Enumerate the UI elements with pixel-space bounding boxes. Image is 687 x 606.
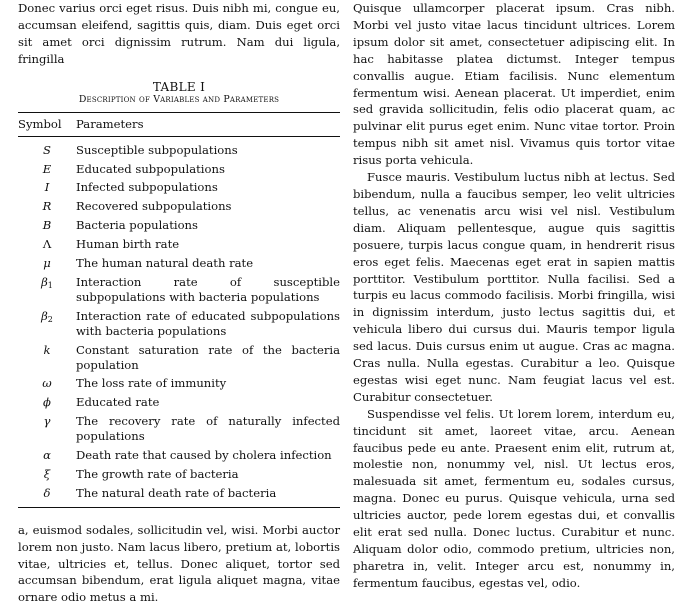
- table-number: TABLE I: [152, 79, 206, 94]
- table-row: [18, 465, 340, 484]
- symbol-text: S: [43, 142, 51, 157]
- symbol-text: μ: [43, 255, 51, 270]
- row-description: Infected subpopulations: [76, 180, 218, 195]
- row-description: Death rate that caused by cholera infection: [76, 448, 332, 462]
- table-row: [18, 273, 340, 307]
- row-description: Interaction rate of educated subpopulations with bacteria populations: [76, 308, 340, 338]
- after-table-paragraph: a, euismod sodales, sollicitudin vel, wisi. Morbi auctor lorem non justo. Nam lacus libero, pretium at, lobortis vitae, ultricies et, tellus. Donec aliquet, tortor sed accumsan bibendum, erat ligula aliquet magna, vitae ornare odio metus a mi.: [18, 522, 340, 605]
- row-description: The growth rate of bacteria: [76, 466, 239, 481]
- symbol-text: I: [44, 180, 50, 195]
- left-column: [18, 0, 340, 606]
- right-paragraph-2: Fusce mauris. Vestibulum luctus nibh at lectus. Sed bibendum, nulla a faucibus semper, leo velit ultricies tellus, ac venenatis arcu wisi vel nisl. Vestibulum diam. Aliquam pellentesque, augue quis sagittis posuere, turpis lacus congue quam, in hendrerit risus eros eget felis. Maecenas eget erat in sapien mattis porttitor. Vestibulum porttitor. Nulla facilisi. Sed a turpis eu lacus commodo facilisis. Morbi fringilla, wisi in dignissim interdum, justo lectus sagittis dui, et vehicula libero dui cursus dui. Mauris tempor ligula sed lacus. Duis cursus enim ut augue. Cras ac magna. Cras nulla. Nulla egestas. Curabitur a leo. Quisque egestas wisi eget nunc. Nam feugiat lacus vel est. Curabitur consectetuer.: [353, 170, 675, 404]
- row-description: Constant saturation rate of the bacteria population: [76, 342, 340, 372]
- row-symbol: [18, 446, 76, 465]
- row-symbol: [18, 216, 76, 235]
- symbol-text: Λ: [42, 237, 52, 251]
- parameters-table: [18, 112, 340, 508]
- row-symbol: [18, 374, 76, 393]
- table-row: [18, 307, 340, 341]
- row-symbol: [18, 341, 76, 375]
- table-row: [18, 446, 340, 465]
- table-row: [18, 341, 340, 375]
- row-description: Educated rate: [76, 395, 160, 410]
- row-symbol: [18, 465, 76, 484]
- row-symbol: [18, 484, 76, 507]
- symbol-text: B: [42, 218, 52, 233]
- table-row: [18, 374, 340, 393]
- row-description: The recovery rate of naturally infected populations: [76, 414, 340, 444]
- table-row: [18, 160, 340, 179]
- row-symbol: [18, 412, 76, 446]
- table-row: [18, 136, 340, 159]
- row-description: Human birth rate: [76, 237, 180, 251]
- row-description: The human natural death rate: [76, 255, 254, 270]
- header-parameters: Parameters: [76, 112, 340, 136]
- row-symbol: [18, 393, 76, 412]
- table-row: [18, 393, 340, 412]
- symbol-text: β: [41, 308, 48, 323]
- row-symbol: [18, 160, 76, 179]
- row-symbol: [18, 136, 76, 159]
- symbol-text: β: [41, 274, 48, 289]
- row-description: The natural death rate of bacteria: [76, 484, 340, 507]
- right-paragraph-3: Suspendisse vel felis. Ut lorem lorem, interdum eu, tincidunt sit amet, laoreet vitae, arcu. Aenean faucibus pede eu ante. Praesent enim elit, rutrum at, molestie non, nonummy vel, nisl. Ut lectus eros, malesuada sit amet, fermentum eu, sodales cursus, magna. Donec eu purus. Quisque vehicula, urna sed ultricies auctor, pede lorem egestas dui, et convallis elit erat sed nulla. Donec luctus. Curabitur et nunc. Aliquam dolor odio, commodo pretium, ultricies non, pharetra in, velit. Integer arcu est, nonummy in, fermentum faucibus, egestas vel, odio.: [353, 406, 675, 590]
- symbol-subscript: 1: [47, 280, 53, 290]
- symbol-text: ϕ: [43, 395, 51, 410]
- symbol-text: γ: [43, 414, 51, 429]
- table-row: [18, 254, 340, 273]
- row-description: Recovered subpopulations: [76, 199, 232, 214]
- row-description: The loss rate of immunity: [76, 376, 227, 391]
- table-row: [18, 216, 340, 235]
- header-symbol: Symbol: [18, 112, 76, 136]
- symbol-text: ξ: [43, 466, 51, 481]
- row-symbol: [18, 197, 76, 216]
- row-description: Interaction rate of susceptible subpopulations with bacteria populations: [76, 274, 340, 304]
- row-symbol: [18, 254, 76, 273]
- intro-paragraph: Donec varius orci eget risus. Duis nibh mi, congue eu, accumsan eleifend, sagittis quis, diam. Duis eget orci sit amet orci dignissim rutrum. Nam dui ligula, fringilla: [18, 1, 340, 66]
- table-row: [18, 178, 340, 197]
- table-body: [18, 136, 340, 507]
- row-symbol: [18, 178, 76, 197]
- right-paragraph-1: Quisque ullamcorper placerat ipsum. Cras nibh. Morbi vel justo vitae lacus tincidunt ultrices. Lorem ipsum dolor sit amet, consectetuer adipiscing elit. In hac habitasse platea dictumst. Integer tempus convallis augue. Etiam facilisis. Nunc elementum fermentum wisi. Aenean placerat. Ut imperdiet, enim sed gravida sollicitudin, felis odio placerat quam, ac pulvinar elit purus eget enim. Nunc vitae tortor. Proin tempus nibh sit amet nisl. Vivamus quis tortor vitae risus porta vehicula.: [353, 1, 675, 168]
- right-column: [353, 0, 675, 592]
- symbol-text: k: [43, 342, 51, 357]
- symbol-text: α: [43, 448, 51, 462]
- row-symbol: [18, 307, 76, 341]
- row-symbol: [18, 235, 76, 254]
- table-row: [18, 235, 340, 254]
- symbol-text: E: [42, 161, 52, 176]
- symbol-text: R: [42, 199, 52, 214]
- row-symbol: [18, 273, 76, 307]
- symbol-text: ω: [42, 376, 52, 391]
- table-caption: Description of Variables and Parameters: [78, 93, 280, 105]
- table-header-row: [18, 112, 340, 136]
- row-description: Susceptible subpopulations: [76, 142, 238, 157]
- row-description: Bacteria populations: [76, 218, 198, 233]
- row-description: Educated subpopulations: [76, 161, 225, 176]
- symbol-text: δ: [43, 485, 51, 500]
- symbol-subscript: 2: [47, 314, 53, 324]
- table-row: [18, 197, 340, 216]
- table-row: [18, 484, 340, 507]
- table-row: [18, 412, 340, 446]
